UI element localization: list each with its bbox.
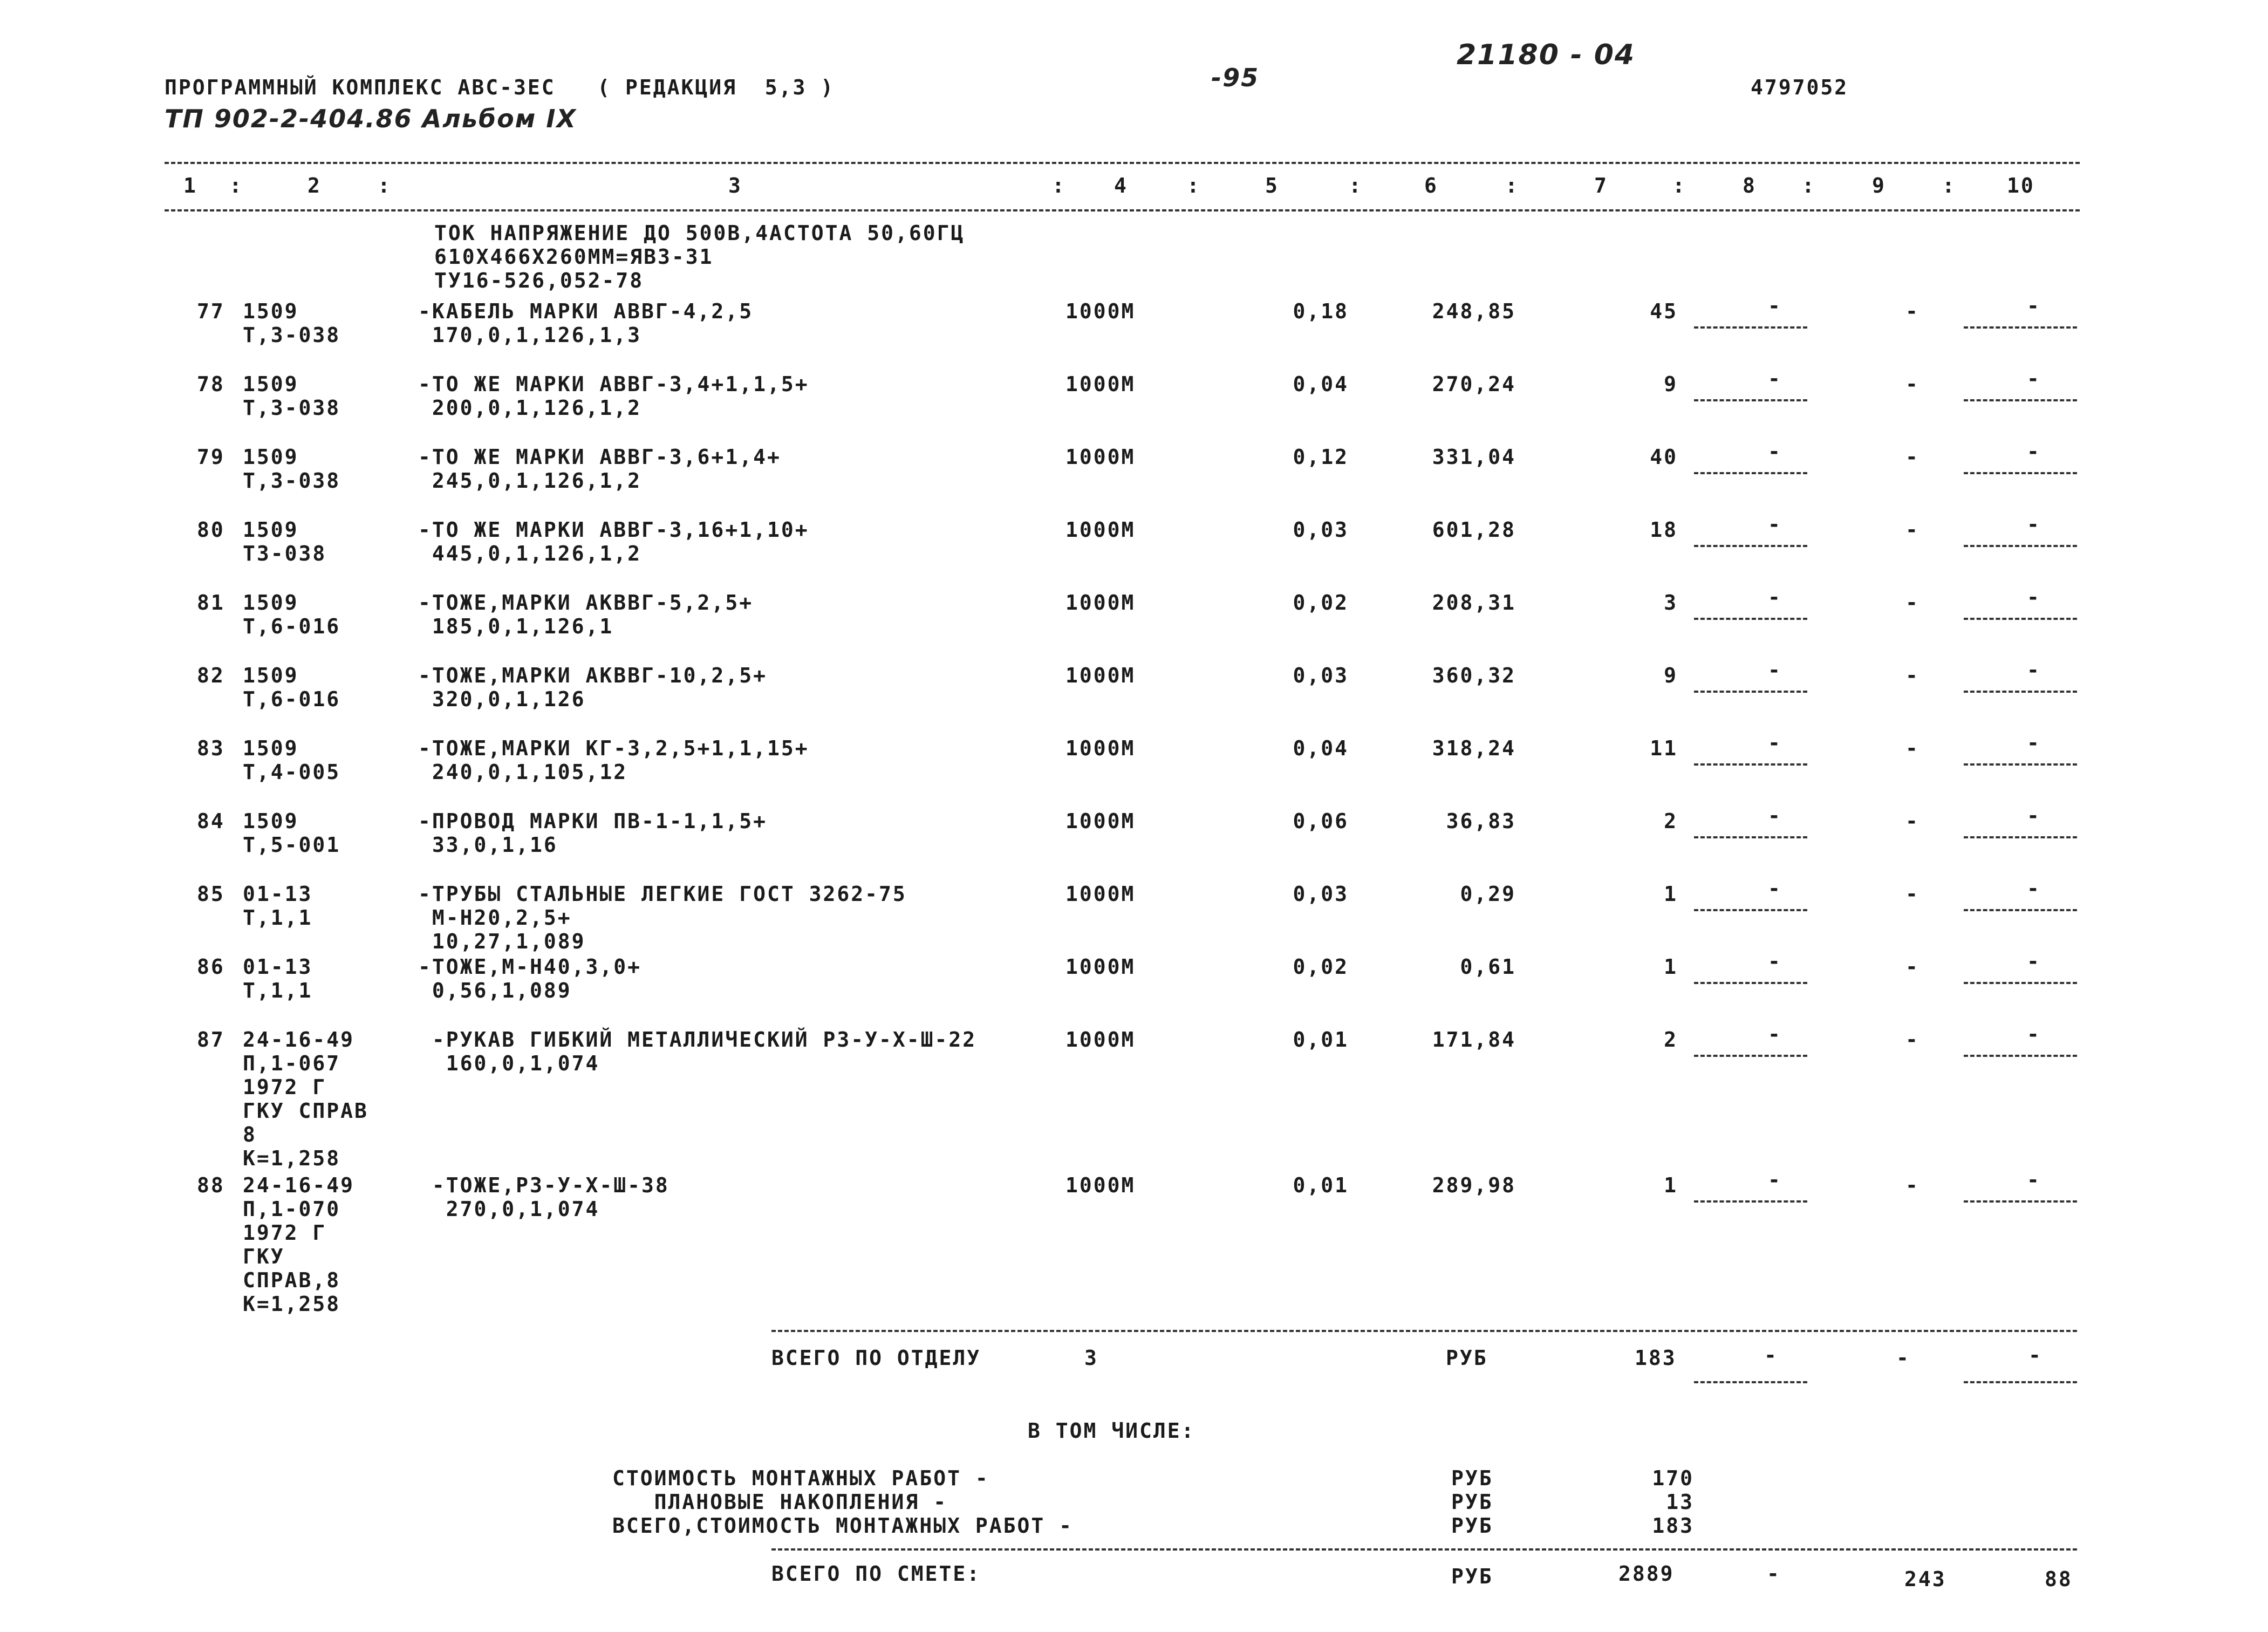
breakdown-currency: РУБ (1451, 1514, 1493, 1538)
row-col8: - (1768, 950, 1782, 973)
row-number: 80 (197, 518, 225, 542)
row-col8: - (1768, 585, 1782, 609)
row-total: 1 (1664, 955, 1678, 979)
column-separator: : (1505, 174, 1519, 197)
row-description: 185,0,1,126,1 (418, 614, 614, 638)
row-number: 77 (197, 299, 225, 323)
row-description: -ТОЖЕ,Р3-У-Х-Ш-38 (418, 1173, 670, 1197)
row-col10: - (2027, 658, 2041, 682)
row-code: Т,1,1 (243, 979, 313, 1002)
row-code: 8 (243, 1123, 257, 1146)
section-total-count: 3 (1084, 1346, 1098, 1370)
row-total: 3 (1664, 591, 1678, 614)
row-total: 40 (1650, 445, 1678, 469)
col8-rule (1694, 691, 1807, 693)
row-description: 33,0,1,16 (418, 833, 558, 857)
col8-rule (1694, 1200, 1807, 1203)
row-code: 1509 (243, 372, 299, 396)
row-code: 1509 (243, 664, 299, 687)
column-separator: : (1187, 174, 1201, 197)
row-number: 84 (197, 809, 225, 833)
row-code: П,1-067 (243, 1051, 341, 1075)
grand-total-currency: РУБ (1451, 1565, 1493, 1588)
intro-line: ТУ16-526,052-78 (434, 269, 644, 292)
col8-rule (1694, 472, 1807, 474)
row-quantity: 0,03 (1293, 664, 1349, 687)
row-quantity: 0,03 (1293, 518, 1349, 542)
breakdown-value: 13 (1666, 1490, 1694, 1514)
row-col9: - (1905, 591, 1919, 614)
row-col8: - (1768, 513, 1782, 536)
row-number: 79 (197, 445, 225, 469)
column-header-1: 1 (183, 174, 197, 197)
row-total: 18 (1650, 518, 1678, 542)
col10-rule (1964, 1200, 2077, 1203)
grand-total-value: 2889 (1618, 1562, 1675, 1586)
row-description: -ТОЖЕ,М-Н40,3,0+ (418, 955, 642, 979)
row-code: 01-13 (243, 955, 313, 979)
intro-line: ТОК НАПРЯЖЕНИЕ ДО 500В,4АСТОТА 50,60ГЦ (434, 221, 965, 245)
row-quantity: 0,04 (1293, 736, 1349, 760)
row-price: 360,32 (1432, 664, 1516, 687)
section-total-rule (771, 1330, 2077, 1332)
col8-rule (1694, 909, 1807, 911)
row-code: Т,3-038 (243, 323, 341, 347)
row-description: 160,0,1,074 (418, 1051, 600, 1075)
intro-line: 610Х466Х260ММ=ЯВ3-31 (434, 245, 714, 269)
column-header-7: 7 (1594, 174, 1608, 197)
row-code: Т,3-038 (243, 396, 341, 420)
row-description: 10,27,1,089 (418, 930, 586, 953)
col10-rule (1964, 836, 2077, 838)
grand-total-col9: 243 (1904, 1567, 1946, 1591)
grand-total-col8: - (1767, 1562, 1781, 1586)
row-total: 2 (1664, 809, 1678, 833)
row-col8: - (1768, 367, 1782, 391)
row-code: 24-16-49 (243, 1173, 355, 1197)
row-col8: - (1768, 440, 1782, 463)
row-unit: 1000М (1065, 372, 1136, 396)
grand-total-rule (771, 1548, 2077, 1551)
row-quantity: 0,03 (1293, 882, 1349, 906)
breakdown-currency: РУБ (1451, 1466, 1493, 1490)
row-code: Т,4-005 (243, 760, 341, 784)
row-col9: - (1905, 445, 1919, 469)
row-col10: - (2027, 585, 2041, 609)
row-col10: - (2027, 1022, 2041, 1046)
row-total: 2 (1664, 1028, 1678, 1051)
program-title: ПРОГРАММНЫЙ КОМПЛЕКС АВС-3ЕС ( РЕДАКЦИЯ 5,3 ) (165, 76, 835, 99)
section-total-value: 183 (1635, 1346, 1677, 1370)
row-col9: - (1905, 518, 1919, 542)
col10-rule (1964, 909, 2077, 911)
col8-rule (1694, 1381, 1807, 1383)
breakdown-label: ПЛАНОВЫЕ НАКОПЛЕНИЯ - (612, 1490, 948, 1514)
row-col8: - (1768, 1168, 1782, 1192)
col8-rule (1694, 326, 1807, 329)
column-header-5: 5 (1265, 174, 1279, 197)
column-header-10: 10 (2007, 174, 2035, 197)
row-col10: - (2027, 294, 2041, 318)
column-header-2: 2 (308, 174, 322, 197)
including-label: В ТОМ ЧИСЛЕ: (1028, 1419, 1196, 1443)
row-col10: - (2027, 440, 2041, 463)
row-code: П,1-070 (243, 1197, 341, 1221)
section-total-col9: - (1896, 1346, 1910, 1370)
row-total: 11 (1650, 736, 1678, 760)
breakdown-currency: РУБ (1451, 1490, 1493, 1514)
col10-rule (1964, 472, 2077, 474)
row-description: -ТО ЖЕ МАРКИ АВВГ-3,16+1,10+ (418, 518, 809, 542)
breakdown-value: 183 (1652, 1514, 1694, 1538)
row-code: Т3-038 (243, 542, 327, 565)
row-quantity: 0,06 (1293, 809, 1349, 833)
row-price: 248,85 (1432, 299, 1516, 323)
row-description: 320,0,1,126 (418, 687, 586, 711)
row-code: 1509 (243, 809, 299, 833)
row-code: Т,1,1 (243, 906, 313, 930)
row-description: 245,0,1,126,1,2 (418, 469, 642, 493)
col8-rule (1694, 763, 1807, 766)
row-price: 318,24 (1432, 736, 1516, 760)
row-description: М-Н20,2,5+ (418, 906, 572, 930)
row-col8: - (1768, 731, 1782, 755)
column-header-6: 6 (1424, 174, 1438, 197)
header-bottom-rule (165, 209, 2080, 211)
row-description: 445,0,1,126,1,2 (418, 542, 642, 565)
row-code: 01-13 (243, 882, 313, 906)
row-code: 1509 (243, 591, 299, 614)
col8-rule (1694, 1055, 1807, 1057)
row-code: СПРАВ,8 (243, 1268, 341, 1292)
breakdown-label: ВСЕГО,СТОИМОСТЬ МОНТАЖНЫХ РАБОТ - (612, 1514, 1073, 1538)
column-separator: : (1672, 174, 1686, 197)
row-price: 331,04 (1432, 445, 1516, 469)
row-col10: - (2027, 731, 2041, 755)
col10-rule (1964, 763, 2077, 766)
row-unit: 1000М (1065, 1028, 1136, 1051)
col10-rule (1964, 545, 2077, 547)
row-description: 0,56,1,089 (418, 979, 572, 1002)
page-number: -95 (1211, 63, 1260, 92)
column-separator: : (229, 174, 243, 197)
row-description: -ТО ЖЕ МАРКИ АВВГ-3,6+1,4+ (418, 445, 781, 469)
row-code: 1509 (243, 445, 299, 469)
row-col8: - (1768, 658, 1782, 682)
row-col9: - (1905, 299, 1919, 323)
row-price: 0,61 (1460, 955, 1516, 979)
row-total: 1 (1664, 1173, 1678, 1197)
row-description: 170,0,1,126,1,3 (418, 323, 642, 347)
row-col9: - (1905, 736, 1919, 760)
column-separator: : (1349, 174, 1363, 197)
col10-rule (1964, 1055, 2077, 1057)
row-code: Т,3-038 (243, 469, 341, 493)
row-col9: - (1905, 809, 1919, 833)
row-unit: 1000М (1065, 299, 1136, 323)
row-number: 88 (197, 1173, 225, 1197)
row-description: -КАБЕЛЬ МАРКИ АВВГ-4,2,5 (418, 299, 754, 323)
section-total-col10: - (2028, 1343, 2042, 1367)
row-description: -ТОЖЕ,МАРКИ АКВВГ-10,2,5+ (418, 664, 767, 687)
row-unit: 1000М (1065, 445, 1136, 469)
row-price: 270,24 (1432, 372, 1516, 396)
row-total: 9 (1664, 372, 1678, 396)
row-description: -ТОЖЕ,МАРКИ КГ-3,2,5+1,1,15+ (418, 736, 809, 760)
row-description: -ПРОВОД МАРКИ ПВ-1-1,1,5+ (418, 809, 767, 833)
breakdown-label: СТОИМОСТЬ МОНТАЖНЫХ РАБОТ - (612, 1466, 989, 1490)
col8-rule (1694, 982, 1807, 984)
column-header-4: 4 (1114, 174, 1128, 197)
section-total-currency: РУБ (1446, 1346, 1488, 1370)
row-number: 82 (197, 664, 225, 687)
row-total: 1 (1664, 882, 1678, 906)
col10-rule (1964, 399, 2077, 401)
row-code: 1509 (243, 518, 299, 542)
row-code: ГКУ СПРАВ (243, 1099, 368, 1123)
col8-rule (1694, 399, 1807, 401)
column-header-8: 8 (1743, 174, 1757, 197)
row-number: 78 (197, 372, 225, 396)
col10-rule (1964, 326, 2077, 329)
col10-rule (1964, 691, 2077, 693)
row-col10: - (2027, 877, 2041, 900)
row-unit: 1000М (1065, 518, 1136, 542)
row-description: -ТО ЖЕ МАРКИ АВВГ-3,4+1,1,5+ (418, 372, 809, 396)
row-unit: 1000М (1065, 882, 1136, 906)
row-code: 1972 Г (243, 1075, 327, 1099)
column-separator: : (1802, 174, 1816, 197)
row-total: 9 (1664, 664, 1678, 687)
row-col9: - (1905, 1173, 1919, 1197)
row-total: 45 (1650, 299, 1678, 323)
row-col9: - (1905, 955, 1919, 979)
row-description: -ТРУБЫ СТАЛЬНЫЕ ЛЕГКИЕ ГОСТ 3262-75 (418, 882, 907, 906)
row-number: 85 (197, 882, 225, 906)
row-quantity: 0,01 (1293, 1173, 1349, 1197)
row-code: 1509 (243, 736, 299, 760)
row-code: Т,6-016 (243, 614, 341, 638)
document-number: 21180 - 04 (1457, 39, 1636, 71)
row-code: 1509 (243, 299, 299, 323)
row-number: 87 (197, 1028, 225, 1051)
breakdown-value: 170 (1652, 1466, 1694, 1490)
row-col9: - (1905, 664, 1919, 687)
row-description: -РУКАВ ГИБКИЙ МЕТАЛЛИЧЕСКИЙ Р3-У-Х-Ш-22 (418, 1028, 977, 1051)
row-col10: - (2027, 950, 2041, 973)
row-unit: 1000М (1065, 736, 1136, 760)
row-col10: - (2027, 1168, 2041, 1192)
row-quantity: 0,02 (1293, 591, 1349, 614)
project-reference: ТП 902-2-404.86 Альбом IX (165, 104, 577, 133)
row-price: 0,29 (1460, 882, 1516, 906)
row-unit: 1000М (1065, 809, 1136, 833)
row-code: 1972 Г (243, 1221, 327, 1245)
row-unit: 1000М (1065, 1173, 1136, 1197)
row-unit: 1000М (1065, 955, 1136, 979)
column-separator: : (1942, 174, 1956, 197)
header-top-rule (165, 162, 2080, 164)
row-code: Т,5-001 (243, 833, 341, 857)
row-quantity: 0,04 (1293, 372, 1349, 396)
row-col8: - (1768, 877, 1782, 900)
row-number: 81 (197, 591, 225, 614)
row-col10: - (2027, 804, 2041, 828)
row-code: ГКУ (243, 1245, 285, 1268)
row-col10: - (2027, 367, 2041, 391)
row-price: 289,98 (1432, 1173, 1516, 1197)
row-col10: - (2027, 513, 2041, 536)
row-unit: 1000М (1065, 591, 1136, 614)
row-description: 270,0,1,074 (418, 1197, 600, 1221)
row-code: Т,6-016 (243, 687, 341, 711)
row-col9: - (1905, 882, 1919, 906)
col8-rule (1694, 545, 1807, 547)
column-separator: : (1052, 174, 1066, 197)
row-col8: - (1768, 804, 1782, 828)
row-quantity: 0,01 (1293, 1028, 1349, 1051)
row-col9: - (1905, 372, 1919, 396)
column-header-3: 3 (728, 174, 742, 197)
col8-rule (1694, 618, 1807, 620)
row-col8: - (1768, 294, 1782, 318)
col10-rule (1964, 618, 2077, 620)
row-col8: - (1768, 1022, 1782, 1046)
column-header-9: 9 (1872, 174, 1886, 197)
row-description: -ТОЖЕ,МАРКИ АКВВГ-5,2,5+ (418, 591, 754, 614)
section-total-col8: - (1764, 1343, 1778, 1367)
section-total-label: ВСЕГО ПО ОТДЕЛУ (771, 1346, 981, 1370)
row-price: 601,28 (1432, 518, 1516, 542)
row-description: 200,0,1,126,1,2 (418, 396, 642, 420)
row-quantity: 0,02 (1293, 955, 1349, 979)
column-separator: : (378, 174, 392, 197)
grand-total-col10: 88 (2045, 1567, 2073, 1591)
row-code: К=1,258 (243, 1292, 341, 1316)
col10-rule (1964, 1381, 2077, 1383)
col10-rule (1964, 982, 2077, 984)
row-quantity: 0,18 (1293, 299, 1349, 323)
row-quantity: 0,12 (1293, 445, 1349, 469)
row-code: К=1,258 (243, 1146, 341, 1170)
row-col9: - (1905, 1028, 1919, 1051)
row-description: 240,0,1,105,12 (418, 760, 628, 784)
row-code: 24-16-49 (243, 1028, 355, 1051)
document-code: 4797052 (1751, 76, 1849, 99)
row-number: 83 (197, 736, 225, 760)
grand-total-label: ВСЕГО ПО СМЕТЕ: (771, 1562, 981, 1586)
col8-rule (1694, 836, 1807, 838)
row-price: 36,83 (1446, 809, 1516, 833)
row-price: 208,31 (1432, 591, 1516, 614)
row-number: 86 (197, 955, 225, 979)
row-price: 171,84 (1432, 1028, 1516, 1051)
row-unit: 1000М (1065, 664, 1136, 687)
